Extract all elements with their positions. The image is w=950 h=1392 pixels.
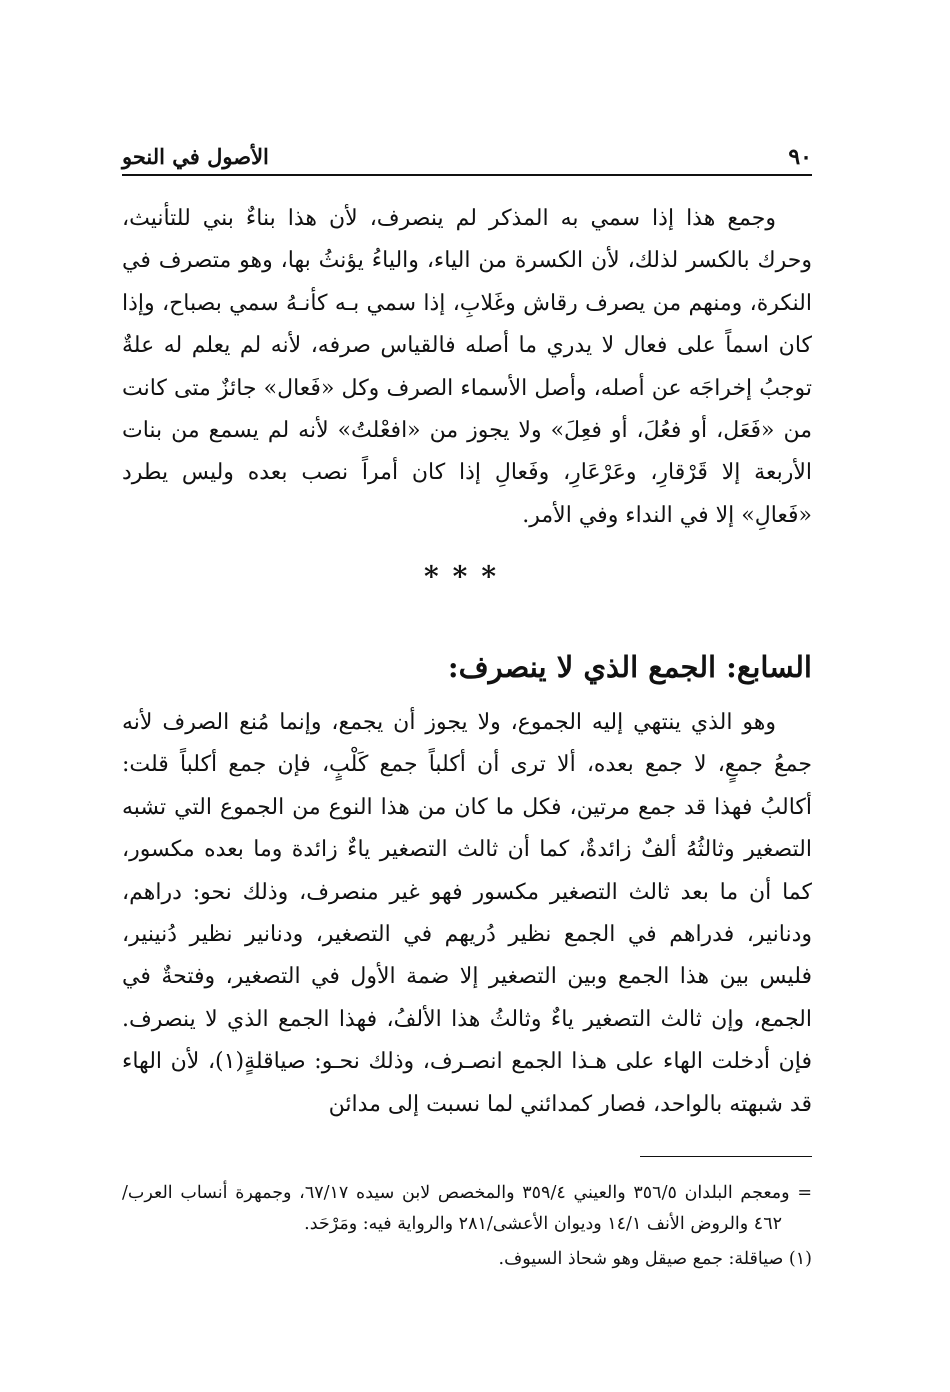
- header-rule: [122, 174, 812, 176]
- footnote-rule: [640, 1156, 812, 1157]
- footnote-1: (١) صياقلة: جمع صيقل وهو شحاذ السيوف.: [498, 1249, 812, 1269]
- footnote-continuation: = ومعجم البلدان ٣٥٦/٥ والعيني ٣٥٩/٤ والمخصص لابن سيده ٦٧/١٧، وجمهرة أنساب العرب/٤٦٢ والروض الأنف ١٤/١ وديوان الأعشى/٢٨١ والرواية فيه: ومَرْحَد.: [122, 1183, 812, 1234]
- paragraph-2-text: وهو الذي ينتهي إليه الجموع، ولا يجوز أن يجمع، وإنما مُنع الصرف لأنه جمعُ جمعٍ، لا جمع بعده، ألا ترى أن أكلباً جمع كَلْبٍ، فإن جمع أكلباً قلت: أكالبُ فهذا قد جمع مرتين، فكل ما كان من هذا النوع من الجموع التي تشبه التصغير وثالثُهُ ألفٌ زائدةٌ، كما أن ثالث التصغير ياءٌ زائدة وما بعده مكسور، كما أن ما بعد ثالث التصغير مكسور فهو غير منصرف، وذلك نحو: دراهم، ودنانير، فدراهم في الجمع نظير دُريهم في التصغير، ودنانير نظير دُنينير، فليس بين هذا الجمع وبين التصغير إلا ضمة الأول في التصغير، وفتحةٌ في الجمع، وإن ثالث التصغير ياءٌ وثالثُ هذا الألفُ، فهذا الجمع الذي لا ينصرف. فإن أدخلت الهاء على هـذا الجمع انصـرف، وذلك نحـو: صياقلةٍ(١)، لأن الهاء قد شبهته بالواحد، فصار كمدائني لما نسبت إلى مدائن: [122, 710, 813, 1117]
- page-number: ٩٠: [788, 144, 812, 170]
- section-separator: ***: [424, 560, 510, 593]
- paragraph-1: [122, 198, 812, 537]
- running-header: [122, 138, 812, 174]
- paragraph-1-text: وجمع هذا إذا سمي به المذكر لم ينصرف، لأن هذا بناءٌ بني للتأنيث، وحرك بالكسر لذلك، لأن الكسرة من الياء، والياءُ يؤنثُ بها، وهو متصرف في النكرة، ومنهم من يصرف رقاش وغَلابِ، إذا سمي بـه كأنـهُ سمي بصباح، وإذا كان اسماً على فعال لا يدري ما أصله فالقياس صرفه، لأنه لم يعلم له علةٌ توجبُ إخراجَه عن أصله، وأصل الأسماء الصرف وكل «فَعال» جائزٌ متى كانت من «فَعَل، أو فعُلَ، أو فعِلَ» ولا يجوز من «افعْلتُ» لأنه لم يسمع من بنات الأربعة إلا قَرْقارِ، وعَرْعَارِ، وفَعالِ إذا كان أمراً نصب بعده وليس يطرد «فَعالِ» إلا في النداء وفي الأمر.: [122, 206, 813, 528]
- book-title: الأصول في النحو: [122, 144, 269, 169]
- section-heading: السابع: الجمع الذي لا ينصرف:: [447, 650, 812, 684]
- paragraph-2: [122, 702, 812, 1126]
- footnotes: [122, 1178, 812, 1275]
